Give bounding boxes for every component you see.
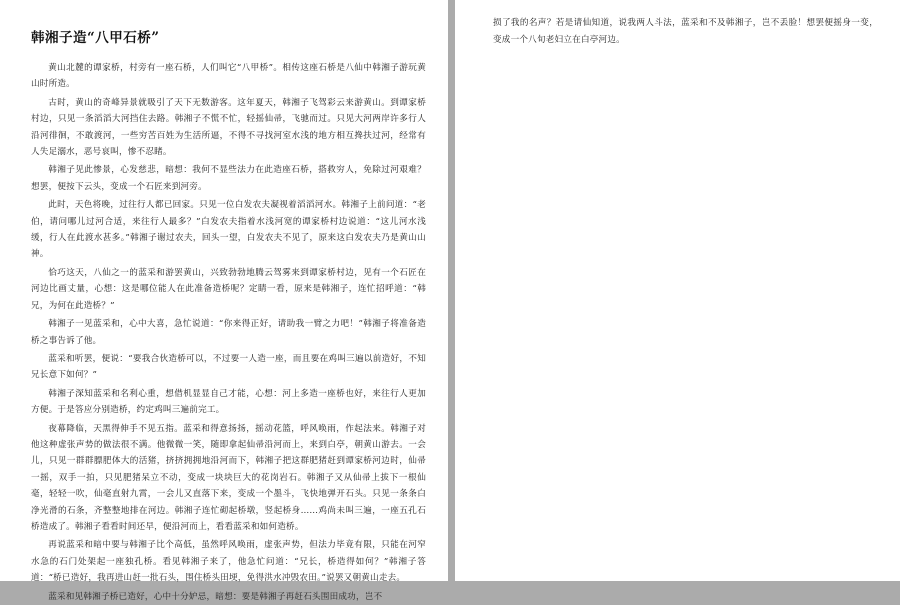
paragraph: 再说蓝采和暗中要与韩湘子比个高低，虽然呼风唤雨，虚张声势，但法力毕竟有限，只能在河窄水急的石门处架起一座独孔桥。看见韩湘子来了，他急忙问道：“兄长，桥造得如何？”韩湘子答道：“桥已造好，我再进山赶一批石头，围住桥头田埂，免得洪水冲毁农田。”说罢又朝黄山走去。 (31, 540, 426, 584)
paragraph: 此时，天色将晚，过往行人都已回家。只见一位白发农夫凝视着滔滔河水。韩湘子上前问道：“老伯，请问哪儿过河合适，来往行人最多？”白发农夫指着水浅河宽的谭家桥村边说道：“这儿河水浅缓，行人在此渡水甚多。”韩湘子谢过农夫，回头一望，白发农夫不见了，原来这白发农夫乃是黄山山神。 (31, 200, 426, 260)
paragraph: 韩湘子一见蓝采和，心中大喜，急忙说道：“你来得正好，请助我一臂之力吧！”韩湘子将准备造桥之事告诉了他。 (31, 319, 426, 346)
document-page-left (0, 0, 448, 602)
document-title: 韩湘子造“八甲石桥” (31, 30, 160, 46)
paragraph: 黄山北麓的谭家桥，村旁有一座石桥，人们叫它“八甲桥”。相传这座石桥是八仙中韩湘子游玩黄山时所造。 (31, 63, 426, 90)
paragraph: 古时，黄山的奇峰异景就吸引了天下无数游客。这年夏天，韩湘子飞驾彩云来游黄山。到谭家桥村边，只见一条滔滔大河挡住去路。韩湘子不慌不忙，轻摇仙帚，飞驰而过。只见大河两岸许多行人沿河徘徊，不敢渡河，一些穷苦百姓为生活所逼，不得不寻找河室水浅的地方相互搀扶过河，经常有人失足溺水，恶号哀叫，惨不忍睹。 (31, 97, 426, 158)
paragraph: 韩湘子见此惨景，心发慈悲，暗想：我何不显些法力在此造座石桥，搭救穷人，免除过河艰难？想罢，便按下云头，变成一个石匠来到河旁。 (31, 165, 426, 192)
paragraph: 蓝采和听罢，便说：“要我合伙造桥可以，不过要一人造一座，而且要在鸡叫三遍以前造好，不知兄长意下如何？” (31, 353, 426, 381)
paragraph-continued: 损了我的名声？若是请仙知道，说我两人斗法，蓝采和不及韩湘子，岂不丢脸！想罢便摇身一变，变成一个八旬老妇立在白亭河边。 (493, 18, 878, 45)
paragraph: 夜幕降临，天黑得伸手不见五指。蓝采和得意扬扬，摇动花篮，呼风唤雨，作起法来。韩湘子对他这种虚张声势的做法很不满。他微微一笑，随即拿起仙帚沿河而上，来到白亭，朝黄山游去。一会儿，只见一群群膘肥体大的活猪，挤挤拥拥地沿河而下，韩湘子把这群肥猪赶到谭家桥河边时，仙帚一摇，双手一拍，只见肥猪呆立不动，变成一块块巨大的花岗岩石。韩湘子又从仙帚上拔下一根仙毫，轻轻一吹，仙毫直射九霄，一会儿又直落下来，变成一个墨斗，飞快地弹开石头。只见一条条白净光滑的石条，齐整整地排在河边。韩湘子连忙砌起桥墩，竖起桥身……鸡尚未叫三遍，一座五孔石桥造成了。韩湘子看看时间还早，便沿河而上，看看蓝采和如何造桥。 (31, 423, 426, 532)
paragraph: 恰巧这天，八仙之一的蓝采和游罢黄山，兴致勃勃地腾云驾雾来到谭家桥村边，见有一个石匠在河边比画丈量，心想：这是哪位能人在此准备造桥呢？定睛一看，原来是韩湘子，连忙招呼道：“韩兄，为何在此造桥？” (31, 267, 426, 311)
paragraph: 蓝采和见韩湘子桥已造好，心中十分妒忌，暗想：要是韩湘子再赶石头围田成功，岂不 (48, 591, 383, 602)
paragraph: 韩湘子深知蓝采和名利心重，想借机显显自己才能，心想：河上多造一座桥也好，来往行人更加方便。于是答应分别造桥，约定鸡叫三遍前完工。 (31, 388, 426, 416)
document-page-right (455, 0, 900, 581)
